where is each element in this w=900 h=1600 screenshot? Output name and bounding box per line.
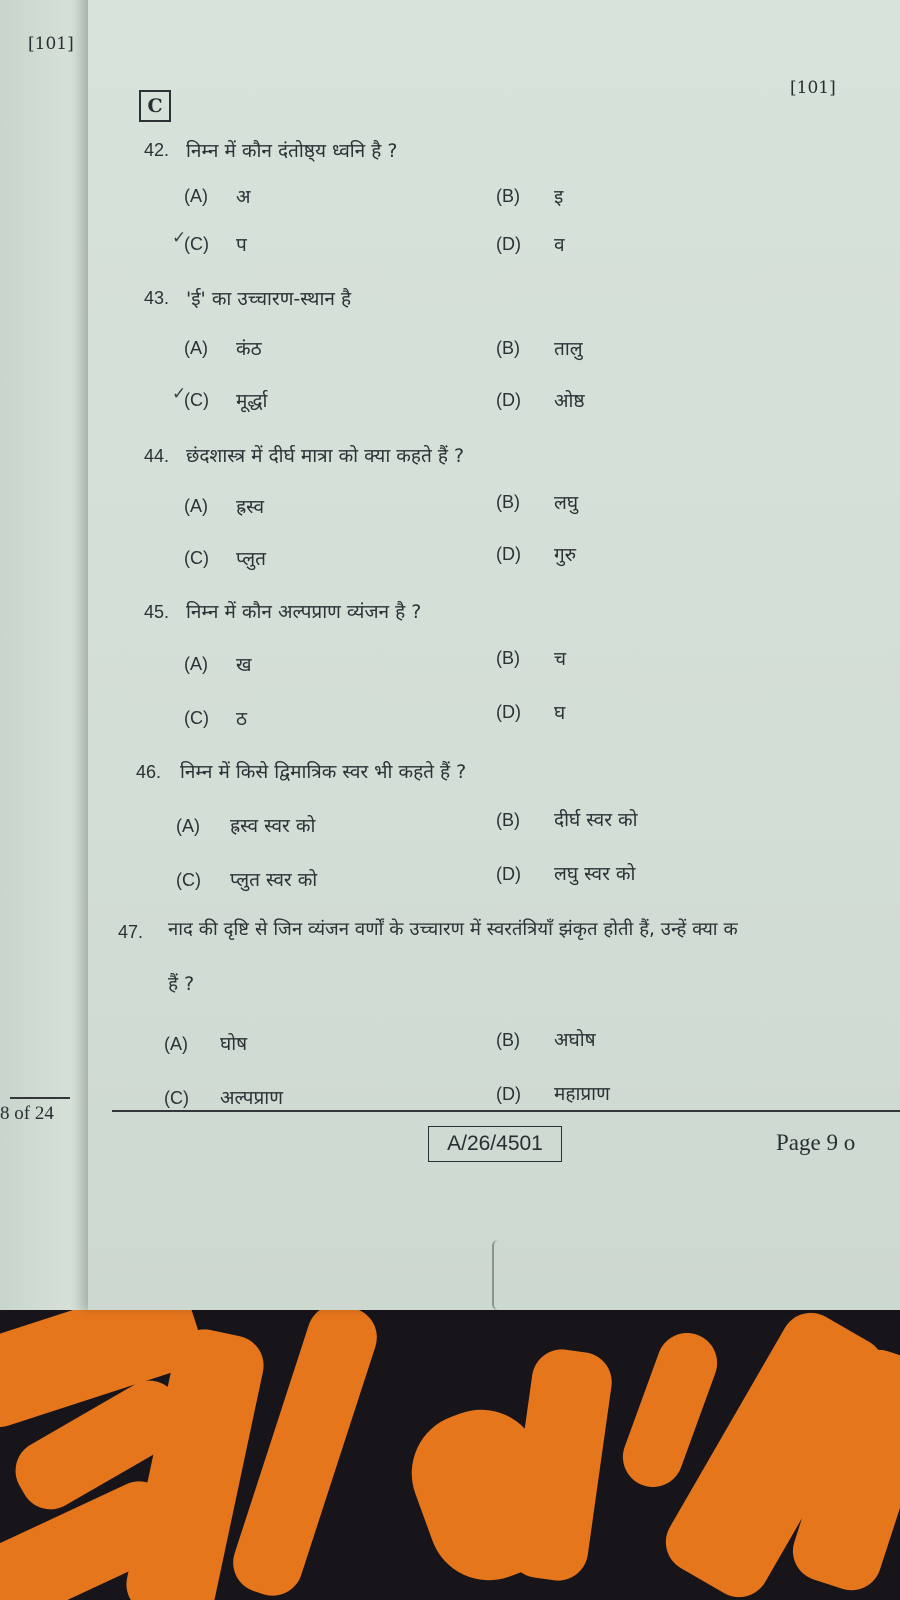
- option-text: दीर्घ स्वर को: [554, 809, 638, 831]
- option-text: प्लुत स्वर को: [230, 869, 318, 891]
- option-text: प्लुत: [236, 548, 266, 570]
- option-letter: (C): [164, 1088, 189, 1108]
- option-text: कंठ: [236, 338, 262, 360]
- series-box: C: [139, 90, 171, 122]
- question-text-continued: हैं ?: [168, 973, 195, 995]
- option-letter: (D): [496, 702, 521, 722]
- option-text: लघु स्वर को: [554, 863, 636, 885]
- option-letter: (B): [496, 1030, 520, 1050]
- previous-page-edge: [0, 0, 100, 1310]
- option-text: ह्रस्व स्वर को: [230, 815, 316, 837]
- option-letter: (D): [496, 544, 521, 564]
- question-number: 47.: [118, 922, 144, 942]
- question-text: 'ई' का उच्चारण-स्थान है: [186, 288, 352, 310]
- left-page-rule: [10, 1097, 70, 1099]
- option-letter: (C): [184, 708, 209, 728]
- option-text: लघु: [554, 492, 579, 514]
- option-text: इ: [554, 186, 564, 208]
- option-letter: (A): [184, 496, 208, 516]
- option-letter: (C): [184, 234, 209, 254]
- question-number: 42.: [144, 140, 170, 160]
- option-text: अल्पप्राण: [220, 1087, 283, 1109]
- binding-fold-mark: [492, 1240, 506, 1310]
- option-letter: (A): [176, 816, 200, 836]
- option-letter: (A): [184, 654, 208, 674]
- option-text: व: [554, 234, 565, 256]
- option-text: मूर्द्धा: [236, 390, 268, 412]
- question-text: निम्न में किसे द्विमात्रिक स्वर भी कहते हैं ?: [180, 761, 467, 783]
- question-number: 45.: [144, 602, 170, 622]
- option-text: घोष: [220, 1033, 248, 1055]
- option-text: ह्रस्व: [236, 496, 265, 518]
- option-letter: (B): [496, 492, 520, 512]
- tick-mark: ✓: [172, 228, 187, 247]
- option-letter: (D): [496, 390, 521, 410]
- page-header-number: [101]: [790, 78, 836, 98]
- question-text: नाद की दृष्टि से जिन व्यंजन वर्णों के उच्चारण में स्वरतंत्रियाँ झंकृत होती हैं, उन्हें क्या क: [168, 919, 738, 940]
- option-letter: (B): [496, 810, 520, 830]
- option-text: प: [236, 234, 247, 256]
- paper-code-box: A/26/4501: [428, 1126, 562, 1162]
- option-text: ठ: [236, 708, 248, 730]
- option-text: ओष्ठ: [554, 390, 585, 412]
- option-letter: (D): [496, 864, 521, 884]
- tick-mark: ✓: [172, 384, 187, 403]
- option-letter: (A): [164, 1034, 188, 1054]
- option-letter: (C): [184, 390, 209, 410]
- left-page-question-number: [101]: [28, 34, 74, 54]
- footer-rule: [112, 1110, 900, 1112]
- option-text: अघोष: [554, 1029, 596, 1051]
- option-letter: (D): [496, 1084, 521, 1104]
- background-cloth: [0, 1290, 900, 1600]
- option-letter: (B): [496, 186, 520, 206]
- option-text: महाप्राण: [554, 1083, 610, 1105]
- page-number: Page 9 o: [776, 1130, 856, 1155]
- question-number: 44.: [144, 446, 170, 466]
- option-text: गुरु: [554, 544, 577, 566]
- option-letter: (B): [496, 648, 520, 668]
- option-letter: (A): [184, 186, 208, 206]
- question-page: [88, 0, 900, 1310]
- option-letter: (C): [176, 870, 201, 890]
- option-letter: (D): [496, 234, 521, 254]
- option-letter: (C): [184, 548, 209, 568]
- option-text: तालु: [554, 338, 583, 360]
- option-text: ख: [236, 654, 252, 676]
- left-page-footer: 8 of 24: [0, 1103, 54, 1124]
- option-text: च: [554, 648, 567, 670]
- question-text: छंदशास्त्र में दीर्घ मात्रा को क्या कहते हैं ?: [186, 445, 465, 467]
- option-text: घ: [554, 702, 566, 724]
- option-letter: (B): [496, 338, 520, 358]
- question-text: निम्न में कौन अल्पप्राण व्यंजन है ?: [186, 601, 422, 623]
- question-text: निम्न में कौन दंतोष्ठ्य ध्वनि है ?: [186, 140, 398, 162]
- option-letter: (A): [184, 338, 208, 358]
- option-text: अ: [236, 186, 251, 208]
- question-number: 46.: [136, 762, 162, 782]
- question-number: 43.: [144, 288, 170, 308]
